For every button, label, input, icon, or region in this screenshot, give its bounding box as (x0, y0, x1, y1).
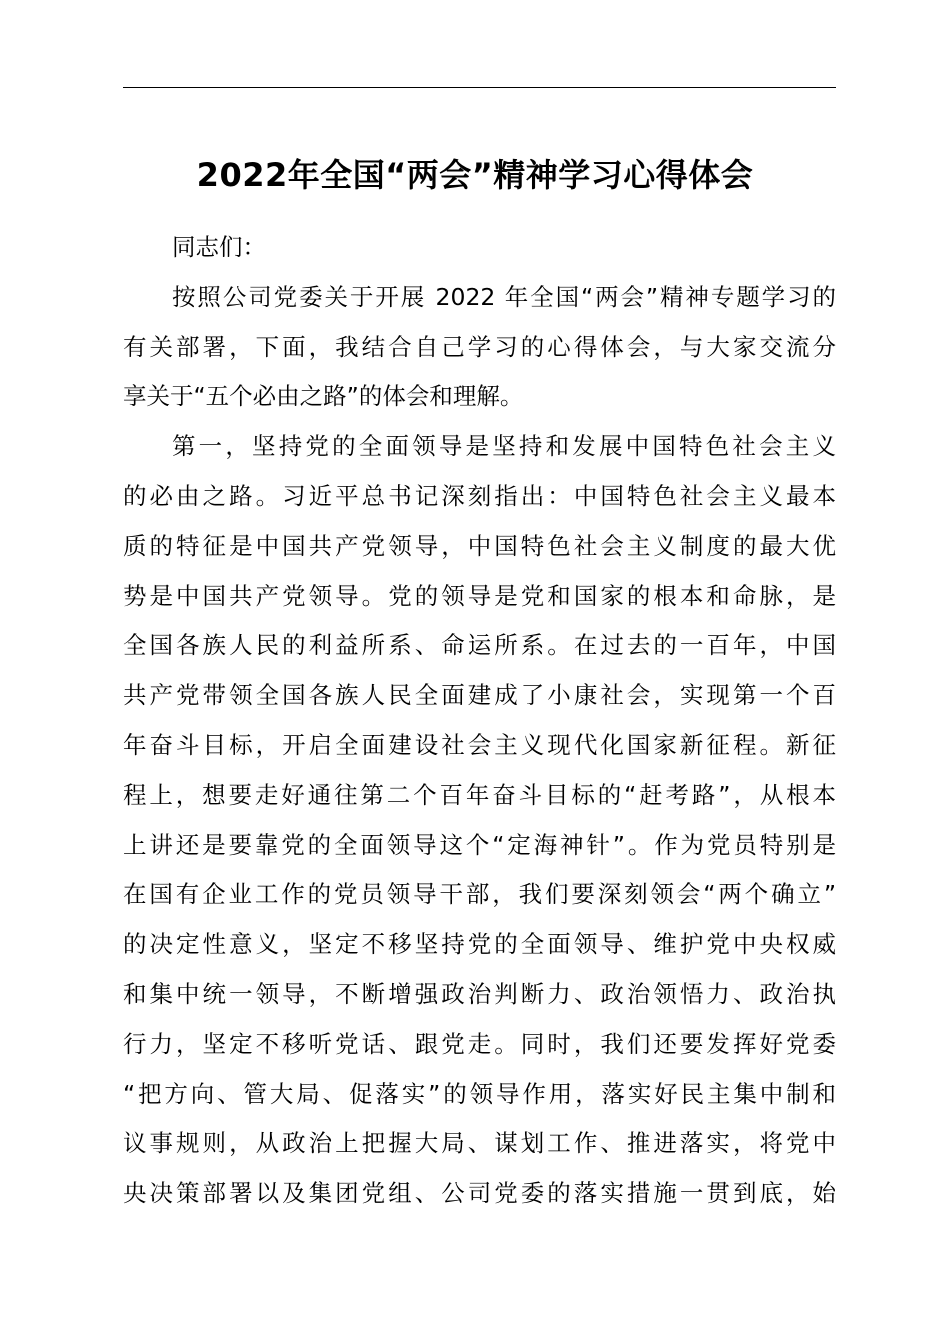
text-line: 年奋斗目标，开启全面建设社会主义现代化国家新征程。新征 (123, 730, 836, 759)
text-line: 享关于“五个必由之路”的体会和理解。 (123, 382, 524, 411)
text-line: 和集中统一领导，不断增强政治判断力、政治领悟力、政治执 (123, 979, 836, 1008)
text-line: 质的特征是中国共产党领导，中国特色社会主义制度的最大优 (123, 531, 836, 560)
text-line: 全国各族人民的利益所系、命运所系。在过去的一百年，中国 (123, 631, 836, 660)
text-line: 第一，坚持党的全面领导是坚持和发展中国特色社会主义 (172, 432, 836, 461)
paragraph-intro (123, 273, 836, 422)
text-line: 程上，想要走好通往第二个百年奋斗目标的“赶考路”，从根本 (123, 780, 836, 809)
document-title: 2022年全国“两会”精神学习心得体会 (196, 156, 754, 194)
text-line: 议事规则，从政治上把握大局、谋划工作、推进落实，将党中 (123, 1129, 836, 1158)
salutation: 同志们： (172, 233, 266, 261)
text-line: 共产党带领全国各族人民全面建成了小康社会，实现第一个百 (123, 681, 836, 710)
document-body (123, 223, 836, 1219)
text-line: 的必由之路。习近平总书记深刻指出：中国特色社会主义最本 (123, 481, 836, 510)
text-line: 上讲还是要靠党的全面领导这个“定海神针”。作为党员特别是 (123, 830, 836, 859)
text-line: 的决定性意义，坚定不移坚持党的全面领导、维护党中央权威 (123, 930, 836, 959)
text-line: 央决策部署以及集团党组、公司党委的落实措施一贯到底，始 (123, 1179, 836, 1208)
paragraph-first-point (123, 422, 836, 1219)
text-line: 有关部署，下面，我结合自己学习的心得体会，与大家交流分 (123, 332, 836, 361)
text-line: 势是中国共产党领导。党的领导是党和国家的根本和命脉，是 (123, 581, 836, 610)
text-line: 在国有企业工作的党员领导干部，我们要深刻领会“两个确立” (123, 880, 836, 909)
header-rule (123, 87, 836, 88)
text-line: 行力，坚定不移听党话、跟党走。同时，我们还要发挥好党委 (123, 1029, 836, 1058)
text-line: 按照公司党委关于开展 2022 年全国“两会”精神专题学习的 (172, 282, 836, 311)
text-line: “把方向、管大局、促落实”的领导作用，落实好民主集中制和 (123, 1079, 836, 1108)
